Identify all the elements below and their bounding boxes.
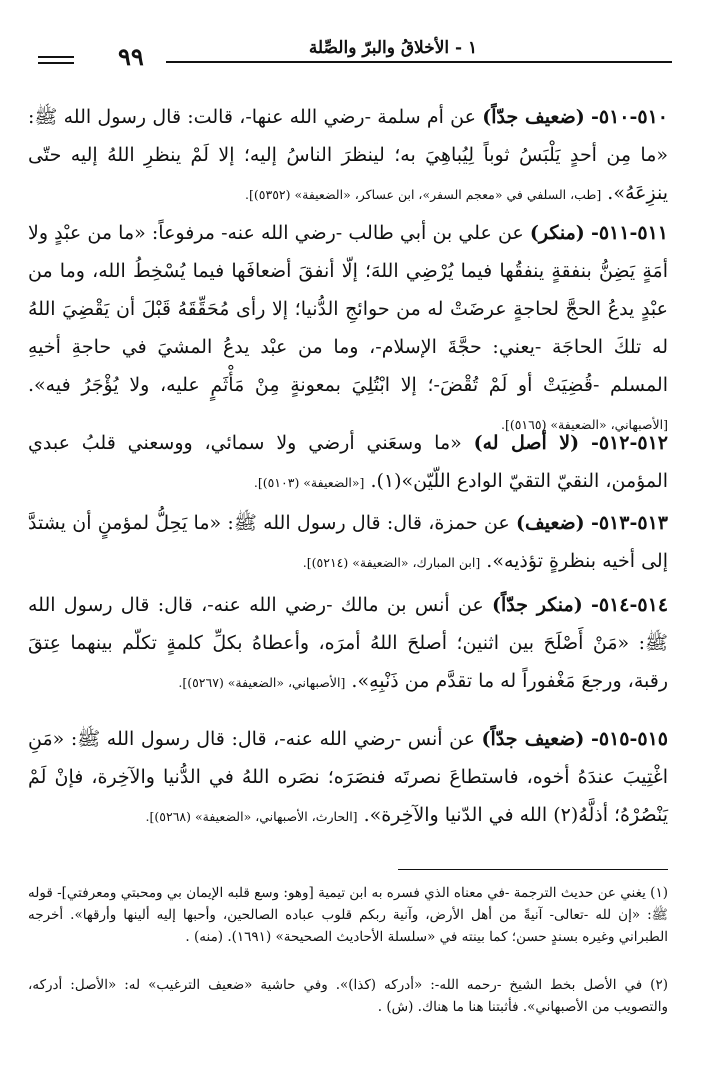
hadith-source: [الأصبهاني، «الضعيفة» (٥٢٦٧)]. — [178, 675, 346, 690]
hadith-text: عن أنس -رضي الله عنه-، قال: قال رسول الله ﷺ: «مَنِ اغْتِيبَ عندَهُ أخوه، فاستطاعَ نصرتَه فنصَرَه؛ نصَره اللهُ في الدُّنيا والآخِرة، فإنْ لَمْ يَنْصُرْهُ؛ أذلَّهُ(٢) الله في الدّنيا والآخِرة». — [28, 728, 668, 826]
hadith-number: ٥١٢-٥١٢- — [590, 432, 668, 454]
hadith-number: ٥١١-٥١١- — [590, 222, 668, 244]
hadith-number: ٥١٥-٥١٥- — [590, 728, 669, 750]
hadith-entry-512 — [28, 424, 668, 502]
page-number: ٩٩ — [118, 42, 144, 71]
hadith-entry-513 — [28, 504, 668, 582]
hadith-number: ٥١٣-٥١٣- — [590, 512, 668, 534]
running-title: ١ - الأخلاقُ والبرّ والصِّلة — [308, 38, 478, 58]
hadith-source: [ابن المبارك، «الضعيفة» (٥٢١٤)]. — [302, 555, 481, 570]
footnote-divider — [398, 869, 668, 870]
hadith-number: ٥١٤-٥١٤- — [591, 594, 669, 616]
footnote-marker: (١) — [650, 885, 668, 901]
hadith-entry-511 — [28, 214, 668, 444]
hadith-source: [«الضعيفة» (٥١٠٣)]. — [253, 475, 365, 490]
hadith-grade: (منكر جدّاً) — [492, 594, 583, 616]
hadith-text: عن علي بن أبي طالب -رضي الله عنه- مرفوعاً: «ما من عبْدٍ ولا أمَةٍ يَضِنُّ بنفقةٍ ينفقُها فيما يُرْضِي اللهَ؛ إلّا أنفقَ أضعافَها فيما يُسْخِطُ الله، وما من عبْدٍ يدعُ الحجَّ لحاجةٍ عرضَتْ له من حوائجِ الدُّنيا؛ إلا رأى مُحَقِّقَهُ قَبْلَ أن يَقْضِيَ اللهُ له تلكَ الحاجَة -يعني: حجَّةَ الإسلام-، وما من عبْد يدعُ المشيَ في حاجةِ أخيهِ المسلم -قُضِيَتْ أو لَمْ تُقْضَ-؛ إلا ابْتُلِيَ بمعونةٍ مِنْ مَأْثَمٍ عليه، ولا يُؤْجَرُ فيه». — [28, 222, 668, 396]
header-rule-left-double — [38, 62, 74, 64]
hadith-source: [الأصبهاني، «الضعيفة» (٥١٦٥)]. — [500, 417, 668, 432]
hadith-grade: (ضعيف جدّاً) — [482, 106, 585, 128]
footnote-2 — [28, 974, 668, 1018]
footnote-marker: (٢) — [650, 977, 668, 993]
page-header — [38, 36, 672, 76]
hadith-text: عن أنس بن مالك -رضي الله عنه-، قال: قال رسول الله ﷺ: «مَنْ أَصْلَحَ بين اثنين؛ أصلحَ اللهُ أمرَه، وأعطاهُ بكلِّ كلمةٍ تكلّم بينهما عِتقَ رقبة، ورجعَ مَغْفوراً له ما تقدَّم من ذَنْبِهِ». — [28, 594, 668, 692]
hadith-source: [طب، السلفي في «معجم السفر»، ابن عساكر، «الضعيفة» (٥٣٥٢)]. — [245, 187, 602, 202]
hadith-number: ٥١٠-٥١٠- — [590, 106, 668, 128]
hadith-entry-515 — [28, 720, 668, 836]
hadith-grade: (ضعيف) — [515, 512, 585, 534]
footnote-text: في الأصل بخط الشيخ -رحمه الله-: «أدركه (كذا)». وفي حاشية «ضعيف الترغيب» له: «الأصل: أدركه، والتصويب من الأصبهاني». فأثبتنا هنا ما هناك. (ش) . — [28, 977, 668, 1015]
footnote-1 — [28, 882, 668, 948]
hadith-entry-514 — [28, 586, 668, 702]
hadith-text: «ما وسعَني أرضي ولا سمائي، ووسعني قلبُ عبدي المؤمن، النقيّ التقيّ الوادع اللّيّن»(١). — [28, 432, 668, 492]
hadith-grade: (لا أصل له) — [473, 432, 580, 454]
hadith-entry-510 — [28, 98, 668, 214]
footnote-text: يغني عن حديث الترجمة -في معناه الذي فسره به ابن تيمية [وهو: وسع قلبه الإيمان بي ومحبتي ومعرفتي]- قوله ﷺ: «إن لله -تعالى- آنيةً من أهل الأرض، وآنية ربكم قلوب عباده الصالحين، وأحبها إليه ألينها وأرقها». أخرجه الطبراني وغيره بسندٍ حسن؛ كما بينته في «سلسلة الأحاديث الصحيحة» (١٦٩١). (منه) . — [28, 885, 668, 945]
hadith-grade: (ضعيف جدّاً) — [481, 728, 585, 750]
header-rule-left — [38, 56, 74, 58]
hadith-source: [الحارث، الأصبهاني، «الضعيفة» (٥٢٦٨)]. — [145, 809, 358, 824]
hadith-text: عن حمزة، قال: قال رسول الله ﷺ: «ما يَحِلُّ لمؤمنٍ أن يشتدَّ إلى أخيه بنظرةٍ تؤذيه». — [28, 512, 668, 572]
hadith-text: عن أم سلمة -رضي الله عنها-، قالت: قال رسول الله ﷺ: «ما مِن أحدٍ يَلْبَسُ ثوباً لِيُباهِيَ به؛ لينظرَ الناسُ إليه؛ إلا لَمْ ينظرِ اللهُ إليه حتّى ينزِعَهُ». — [28, 106, 668, 204]
hadith-grade: (منكر) — [529, 222, 585, 244]
header-rule — [166, 61, 672, 63]
